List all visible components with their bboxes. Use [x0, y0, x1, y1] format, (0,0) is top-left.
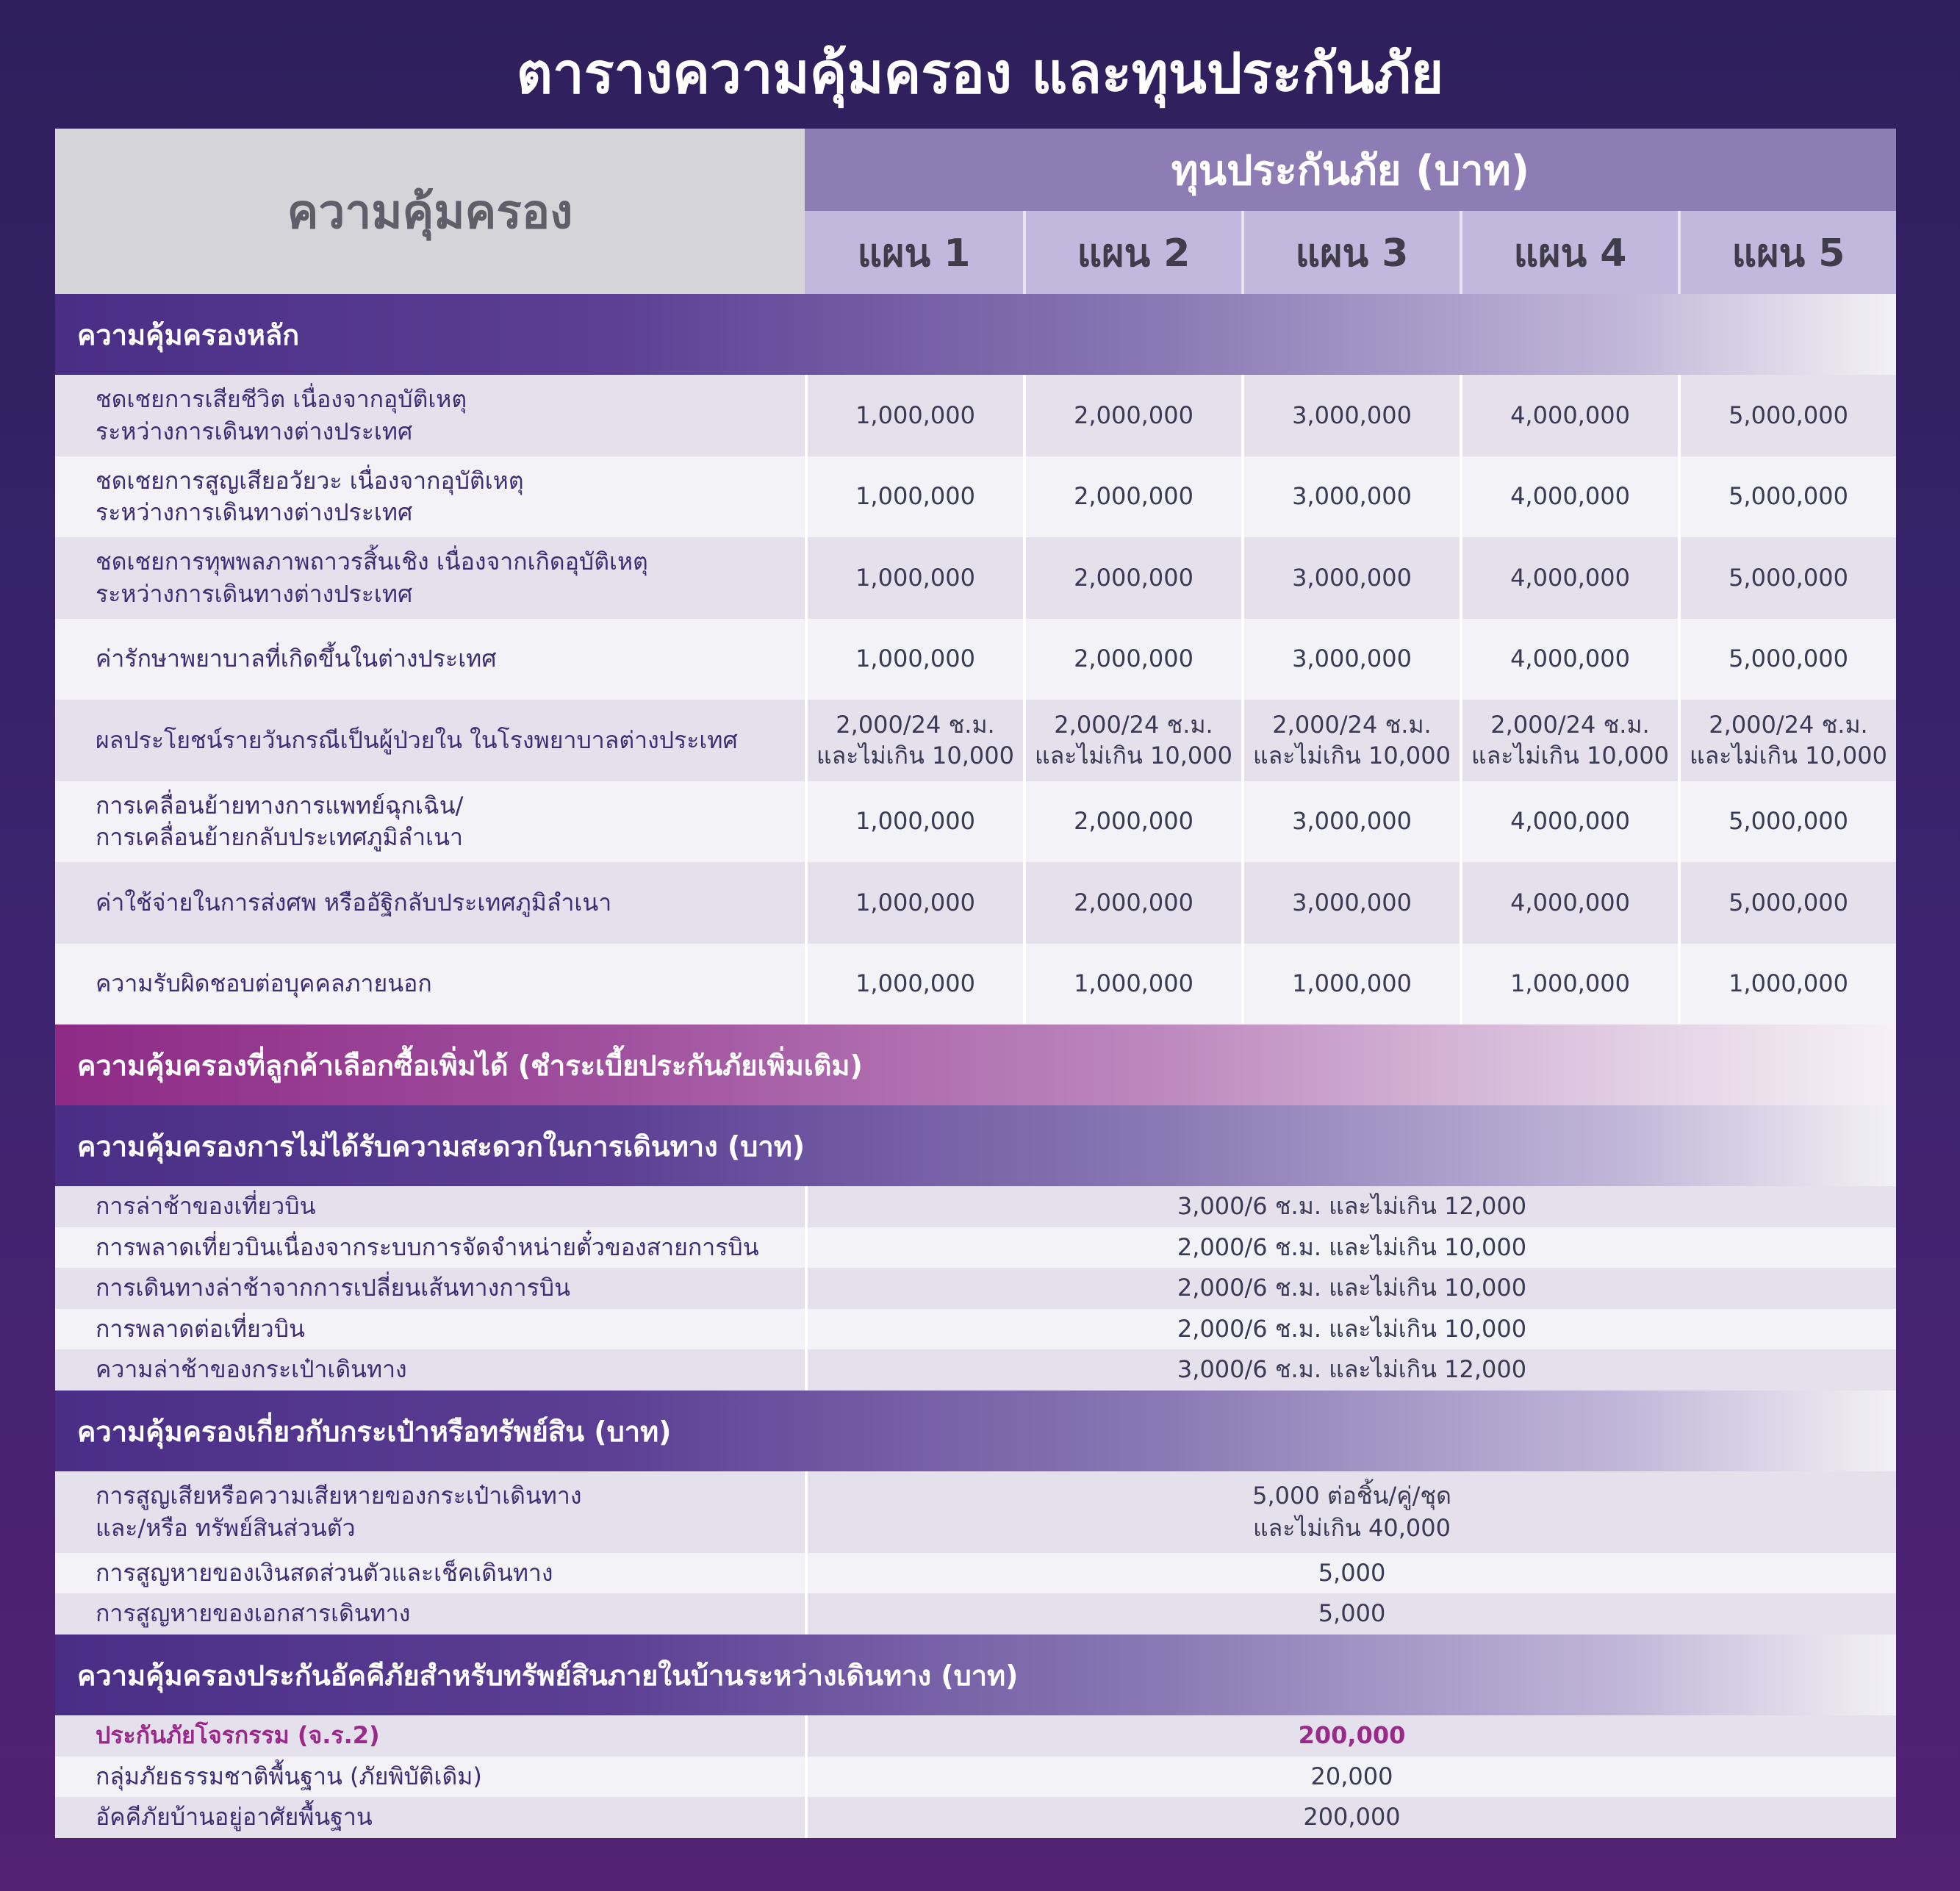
row-value-plan-1: 1,000,000 [805, 456, 1023, 537]
plan-header-5: แผน 5 [1678, 211, 1896, 294]
row-value-plan-4: 4,000,000 [1460, 619, 1678, 700]
table-row [55, 619, 1896, 700]
row-value-plan-4: 4,000,000 [1460, 781, 1678, 862]
row-value: 5,000 ต่อชิ้น/คู่/ชุด และไม่เกิน 40,000 [805, 1471, 1896, 1553]
row-label: ชดเชยการเสียชีวิต เนื่องจากอุบัติเหตุ ระหว่างการเดินทางต่างประเทศ [96, 385, 467, 445]
row-value-plan-2: 2,000,000 [1023, 456, 1241, 537]
row-value-plan-4: 2,000/24 ช.ม. และไม่เกิน 10,000 [1460, 700, 1678, 781]
row-label: การล่าช้าของเที่ยวบิน [96, 1192, 316, 1221]
row-label: กลุ่มภัยธรรมชาติพื้นฐาน (ภัยพิบัติเดิม) [96, 1762, 482, 1790]
row-value-plan-1: 2,000/24 ช.ม. และไม่เกิน 10,000 [805, 700, 1023, 781]
row-label: ชดเชยการสูญเสียอวัยวะ เนื่องจากอุบัติเหตุ ระหว่างการเดินทางต่างประเทศ [96, 466, 524, 526]
section-baggage: ความคุ้มครองเกี่ยวกับกระเป๋าหรือทรัพย์สิน (บาท) [55, 1391, 1896, 1471]
row-label: การสูญหายของเงินสดส่วนตัวและเช็คเดินทาง [96, 1558, 553, 1587]
table-header [55, 129, 1896, 294]
row-value-plan-2: 2,000,000 [1023, 781, 1241, 862]
table-row [55, 1227, 1896, 1268]
row-value-plan-5: 5,000,000 [1678, 537, 1896, 619]
page-title: ตารางความคุ้มครอง และทุนประกันภัย [516, 40, 1444, 106]
section-home-fire: ความคุ้มครองประกันอัคคีภัยสำหรับทรัพย์สินภายในบ้านระหว่างเดินทาง (บาท) [55, 1635, 1896, 1715]
row-label: ความรับผิดชอบต่อบุคคลภายนอก [96, 969, 432, 998]
row-label: ค่ารักษาพยาบาลที่เกิดขึ้นในต่างประเทศ [96, 645, 497, 673]
row-label: การพลาดเที่ยวบินเนื่องจากระบบการจัดจำหน่ายตั๋วของสายการบิน [96, 1232, 759, 1261]
row-value-plan-3: 3,000,000 [1241, 456, 1460, 537]
row-value: 5,000 [805, 1553, 1896, 1593]
table-row [55, 700, 1896, 781]
plan-header-1: แผน 1 [805, 211, 1023, 294]
coverage-table [55, 129, 1896, 1838]
row-value-plan-5: 5,000,000 [1678, 619, 1896, 700]
row-value-plan-3: 2,000/24 ช.ม. และไม่เกิน 10,000 [1241, 700, 1460, 781]
row-value-plan-5: 5,000,000 [1678, 456, 1896, 537]
row-value-plan-1: 1,000,000 [805, 862, 1023, 944]
table-row [55, 1715, 1896, 1757]
section-travel-inconvenience: ความคุ้มครองการไม่ได้รับความสะดวกในการเดินทาง (บาท) [55, 1105, 1896, 1186]
row-value: 3,000/6 ช.ม. และไม่เกิน 12,000 [805, 1186, 1896, 1227]
row-value: 2,000/6 ช.ม. และไม่เกิน 10,000 [805, 1309, 1896, 1349]
row-value: 2,000/6 ช.ม. และไม่เกิน 10,000 [805, 1227, 1896, 1268]
table-row [55, 1268, 1896, 1309]
row-label: การเดินทางล่าช้าจากการเปลี่ยนเส้นทางการบิน [96, 1274, 570, 1302]
coverage-header: ความคุ้มครอง [55, 129, 805, 294]
plan-header-4: แผน 4 [1460, 211, 1678, 294]
row-value: 2,000/6 ช.ม. และไม่เกิน 10,000 [805, 1268, 1896, 1309]
table-row [55, 375, 1896, 456]
row-value: 5,000 [805, 1593, 1896, 1635]
row-value-plan-3: 3,000,000 [1241, 537, 1460, 619]
row-value-plan-1: 1,000,000 [805, 537, 1023, 619]
row-value-plan-4: 4,000,000 [1460, 862, 1678, 944]
table-row [55, 537, 1896, 619]
table-row [55, 944, 1896, 1025]
row-value-plan-2: 2,000,000 [1023, 862, 1241, 944]
row-value: 3,000/6 ช.ม. และไม่เกิน 12,000 [805, 1349, 1896, 1391]
row-label: ชดเชยการทุพพลภาพถาวรสิ้นเชิง เนื่องจากเกิดอุบัติเหตุ ระหว่างการเดินทางต่างประเทศ [96, 548, 648, 608]
table-row [55, 1553, 1896, 1593]
row-value-plan-2: 2,000,000 [1023, 537, 1241, 619]
row-value-plan-5: 5,000,000 [1678, 862, 1896, 944]
sum-insured-header: ทุนประกันภัย (บาท) [805, 129, 1896, 211]
row-value-plan-4: 1,000,000 [1460, 944, 1678, 1025]
table-row [55, 862, 1896, 944]
row-value: 20,000 [805, 1757, 1896, 1797]
row-label: การสูญเสียหรือความเสียหายของกระเป๋าเดินทาง และ/หรือ ทรัพย์สินส่วนตัว [96, 1482, 582, 1542]
row-value-plan-5: 5,000,000 [1678, 375, 1896, 456]
table-row [55, 1309, 1896, 1349]
row-value-plan-1: 1,000,000 [805, 619, 1023, 700]
row-value-plan-1: 1,000,000 [805, 375, 1023, 456]
row-label: การสูญหายของเอกสารเดินทาง [96, 1599, 411, 1628]
row-value-plan-3: 3,000,000 [1241, 375, 1460, 456]
table-row [55, 1349, 1896, 1391]
row-value-plan-3: 3,000,000 [1241, 862, 1460, 944]
row-value-plan-2: 2,000/24 ช.ม. และไม่เกิน 10,000 [1023, 700, 1241, 781]
row-value-plan-4: 4,000,000 [1460, 537, 1678, 619]
row-label: อัคคีภัยบ้านอยู่อาศัยพื้นฐาน [96, 1803, 373, 1831]
row-value-plan-2: 2,000,000 [1023, 619, 1241, 700]
plan-headers [805, 211, 1896, 294]
row-label: ความล่าช้าของกระเป๋าเดินทาง [96, 1355, 407, 1384]
row-value-plan-1: 1,000,000 [805, 944, 1023, 1025]
section-optional-coverage: ความคุ้มครองที่ลูกค้าเลือกซื้อเพิ่มได้ (ชำระเบี้ยประกันภัยเพิ่มเติม) [55, 1025, 1896, 1105]
row-value-plan-3: 3,000,000 [1241, 619, 1460, 700]
row-label: การพลาดต่อเที่ยวบิน [96, 1314, 305, 1343]
table-row [55, 1757, 1896, 1797]
table-row [55, 1797, 1896, 1838]
row-value-plan-4: 4,000,000 [1460, 375, 1678, 456]
section-main-coverage: ความคุ้มครองหลัก [55, 294, 1896, 375]
row-value: 200,000 [805, 1715, 1896, 1757]
row-value-plan-5: 1,000,000 [1678, 944, 1896, 1025]
plan-header-2: แผน 2 [1023, 211, 1241, 294]
row-value-plan-5: 2,000/24 ช.ม. และไม่เกิน 10,000 [1678, 700, 1896, 781]
table-row [55, 1593, 1896, 1635]
row-value: 200,000 [805, 1797, 1896, 1838]
plan-header-3: แผน 3 [1241, 211, 1460, 294]
row-value-plan-3: 1,000,000 [1241, 944, 1460, 1025]
row-value-plan-1: 1,000,000 [805, 781, 1023, 862]
table-row [55, 1186, 1896, 1227]
table-row [55, 1471, 1896, 1553]
row-label: ประกันภัยโจรกรรม (จ.ร.2) [96, 1721, 380, 1750]
row-value-plan-3: 3,000,000 [1241, 781, 1460, 862]
row-value-plan-4: 4,000,000 [1460, 456, 1678, 537]
row-value-plan-2: 1,000,000 [1023, 944, 1241, 1025]
row-value-plan-2: 2,000,000 [1023, 375, 1241, 456]
row-label: การเคลื่อนย้ายทางการแพทย์ฉุกเฉิน/ การเคลื่อนย้ายกลับประเทศภูมิลำเนา [96, 791, 464, 851]
table-row [55, 456, 1896, 537]
row-value-plan-5: 5,000,000 [1678, 781, 1896, 862]
row-label: ค่าใช้จ่ายในการส่งศพ หรืออัฐิกลับประเทศภูมิลำเนา [96, 888, 612, 916]
table-row [55, 781, 1896, 862]
row-label: ผลประโยชน์รายวันกรณีเป็นผู้ป่วยใน ในโรงพยาบาลต่างประเทศ [96, 725, 738, 754]
